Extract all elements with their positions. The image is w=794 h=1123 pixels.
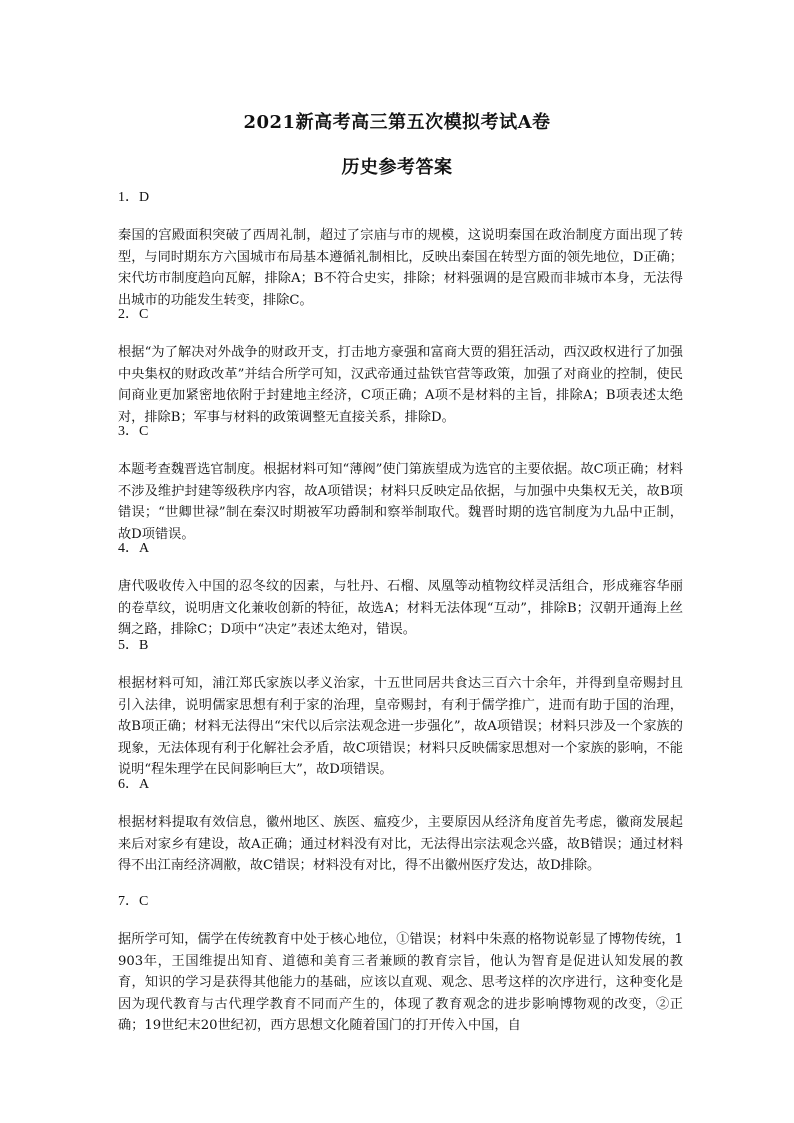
exam-title: 2021新高考高三第五次模拟考试A卷 — [243, 112, 551, 133]
answer-number: 6．A — [118, 777, 150, 792]
answer-number: 7．C — [118, 894, 149, 909]
answer-explanation: 根据材料可知，浦江郑氏家族以孝义治家，十五世同居共食达三百六十余年，并得到皇帝赐封且引入法律，说明儒家思想有利于家的治理，皇帝赐封，有利于儒学推广，进而有助于国的治理，故B项正确；材料无法得出“宋代以后宗法观念进一步强化”，故A项错误；材料只涉及一个家族的现象，无法体现有利于化解社会矛盾，故C项错误；材料只反映儒家思想对一个家族的影响，不能说明“程朱理学在民间影响巨大”，故D项错误。 — [118, 676, 683, 778]
answer-item-4 — [118, 539, 683, 641]
answer-explanation: 根据材料提取有效信息，徽州地区、族医、瘟疫少，主要原因从经济角度首先考虑，徽商发展起来后对家乡有建设，故A正确；通过材料没有对比，无法得出宗法观念兴盛，故B错误；通过材料得不出江南经济凋敝，故C错误；材料没有对比，得不出徽州医疗发达，故D排除。 — [118, 815, 683, 874]
answer-item-2 — [118, 305, 683, 428]
answer-explanation: 秦国的宫殿面积突破了西周礼制，超过了宗庙与市的规模，这说明秦国在政治制度方面出现了转型，与同时期东方六国城市布局基本遵循礼制相比，反映出秦国在转型方面的领先地位，D正确；宋代坊市制度趋向瓦解，排除A；B不符合史实，排除；材料强调的是宫殿而非城市本身，无法得出城市的功能发生转变，排除C。 — [118, 228, 683, 308]
answer-explanation: 本题考查魏晋选官制度。根据材料可知“薄阀”使门第族望成为选官的主要依据。故C项正确；材料不涉及维护封建等级秩序内容，故A项错误；材料只反映定品依据，与加强中央集权无关，故B项错误；“世卿世禄”制在秦汉时期被军功爵制和察举制取代。魏晋时期的选官制度为九品中正制，故D项错误。 — [118, 462, 683, 542]
answer-item-7 — [118, 892, 683, 1037]
answer-item-5 — [118, 636, 683, 781]
answer-number: 5．B — [118, 638, 149, 653]
answer-explanation: 根据“为了解决对外战争的财政开支，打击地方豪强和富商大贾的猖狂活动，西汉政权进行了加强中央集权的财政改革”并结合所学可知，汉武帝通过盐铁官营等政策，加强了对商业的控制，使民间商业更加紧密地依附于封建地主经济，C项正确；A项不是材料的主旨，排除A；B项表述太绝对，排除B；军事与材料的政策调整无直接关系，排除D。 — [118, 345, 683, 425]
answer-item-1 — [118, 188, 683, 311]
answer-explanation: 唐代吸收传入中国的忍冬纹的因素，与牡丹、石榴、凤凰等动植物纹样灵活组合，形成雍容华丽的卷草纹，说明唐文化兼收创新的特征，故选A；材料无法体现“互动”，排除B；汉朝开通海上丝绸之路，排除C；D项中“决定”表述太绝对，错误。 — [118, 579, 683, 638]
answer-key-subtitle: 历史参考答案 — [341, 157, 453, 178]
answer-item-3 — [118, 422, 683, 545]
answer-number: 2．C — [118, 307, 149, 322]
answer-number: 1．D — [118, 190, 150, 205]
answer-number: 4．A — [118, 541, 150, 556]
answer-item-6 — [118, 775, 683, 877]
answer-explanation: 据所学可知，儒学在传统教育中处于核心地位，①错误；材料中朱熹的格物说彰显了博物传统，1903年，王国维提出知育、道德和美育三者兼顾的教育宗旨，他认为智育是促进认知发展的教育，知识的学习是获得其他能力的基础，应该以直观、观念、思考这样的次序进行，这种变化是因为现代教育与古代理学教育不同而产生的，体现了教育观念的进步影响博物观的改变，②正确；19世纪末20世纪初，西方思想文化随着国门的打开传入中国，自 — [118, 932, 683, 1034]
answer-number: 3．C — [118, 424, 149, 439]
